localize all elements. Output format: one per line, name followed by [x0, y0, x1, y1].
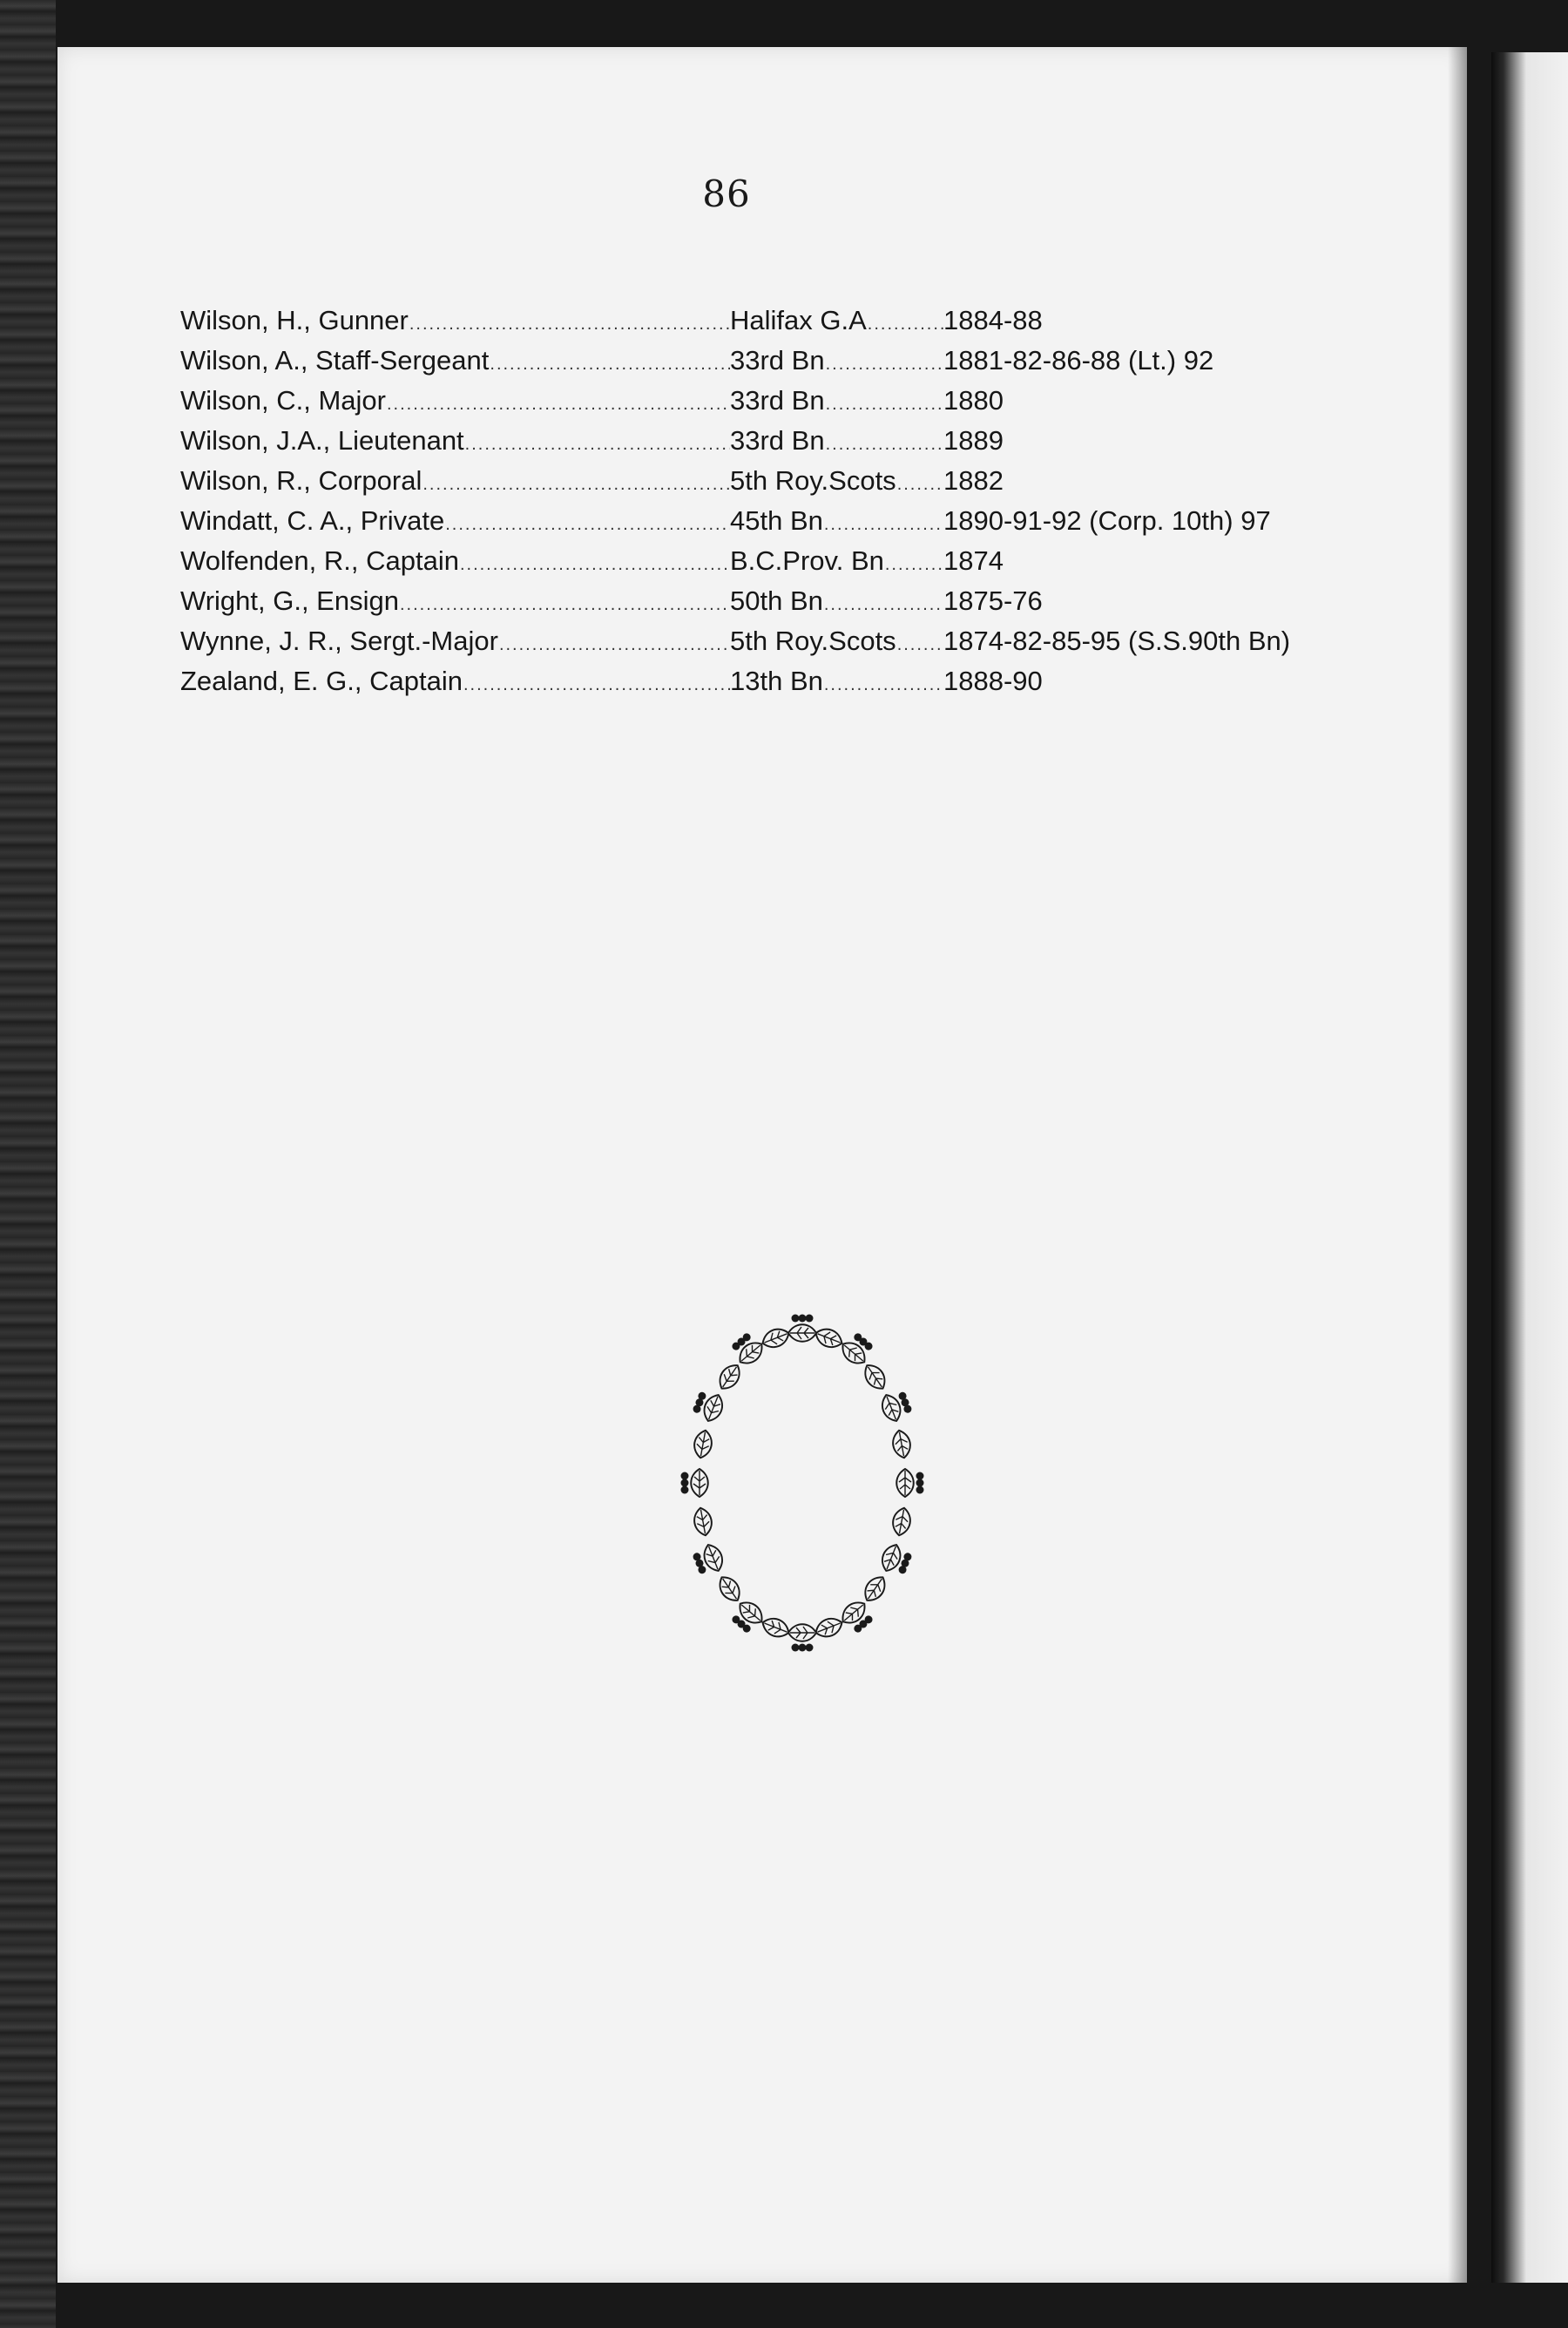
entry-corps	[730, 666, 943, 697]
wreath-leaf	[860, 1361, 889, 1393]
wreath-berry	[916, 1472, 924, 1480]
wreath-leaf	[837, 1597, 876, 1636]
entry-corps	[730, 425, 943, 457]
wreath-leaf	[788, 1624, 816, 1651]
roster-entry	[180, 666, 1417, 706]
wreath-leaf	[896, 1469, 923, 1497]
entry-name	[180, 666, 730, 697]
entry-name-text: Windatt, C. A., Private	[180, 505, 445, 536]
entry-years: 1890-91-92 (Corp. 10th) 97	[943, 505, 1271, 536]
entry-years: 1889	[943, 425, 1004, 456]
roster-entry	[180, 465, 1417, 505]
wreath-berry	[792, 1315, 800, 1323]
binding-edge	[0, 0, 56, 2328]
adjacent-page-edge	[1491, 52, 1568, 2283]
entry-years: 1874	[943, 545, 1004, 576]
wreath-leaf	[813, 1614, 845, 1641]
entry-name	[180, 465, 730, 497]
entry-name-text: Wilson, R., Corporal	[180, 465, 422, 496]
entry-corps-text: 5th Roy.Scots	[730, 626, 896, 656]
entry-corps	[730, 385, 943, 416]
roster-entry	[180, 626, 1417, 666]
entry-name	[180, 626, 730, 657]
entry-years: 1881-82-86-88 (Lt.) 92	[943, 345, 1214, 376]
entry-corps	[730, 585, 943, 617]
entry-corps	[730, 465, 943, 497]
entry-corps	[730, 305, 943, 336]
entry-name-text: Wilson, H., Gunner	[180, 305, 409, 335]
wreath-berry	[916, 1479, 924, 1487]
wreath-leaf	[728, 1330, 767, 1369]
wreath-leaf	[891, 1429, 913, 1459]
entry-name-text: Wilson, A., Staff-Sergeant	[180, 345, 490, 376]
wreath-leaf	[681, 1469, 708, 1497]
wreath-berry	[681, 1472, 689, 1480]
wreath-leaf	[693, 1429, 714, 1459]
entry-corps-text: 33rd Bn	[730, 385, 825, 416]
entry-name	[180, 305, 730, 336]
entry-corps	[730, 545, 943, 577]
wreath-leaf	[693, 1506, 714, 1537]
entry-years: 1874-82-85-95 (S.S.90th Bn)	[943, 626, 1291, 656]
entry-years: 1875-76	[943, 585, 1043, 616]
entry-name-text: Wilson, J.A., Lieutenant	[180, 425, 464, 456]
entry-name	[180, 385, 730, 416]
wreath-leaf	[788, 1315, 816, 1342]
wreath-berry	[681, 1486, 689, 1494]
entry-corps-text: Halifax G.A	[730, 305, 867, 335]
wreath-berry	[806, 1315, 814, 1323]
wreath-berry	[799, 1644, 807, 1652]
wreath-leaf	[760, 1614, 792, 1641]
entry-name-text: Wolfenden, R., Captain	[180, 545, 459, 576]
entry-years: 1884-88	[943, 305, 1043, 335]
wreath-berry	[792, 1644, 800, 1652]
wreath-leaf	[878, 1388, 914, 1424]
wreath-berry	[806, 1644, 814, 1652]
entry-corps	[730, 505, 943, 537]
wreath-leaf	[760, 1325, 792, 1351]
roster-entry	[180, 545, 1417, 585]
wreath-leaf	[715, 1361, 745, 1393]
entry-corps-text: 45th Bn	[730, 505, 823, 536]
wreath-leaf	[878, 1542, 914, 1578]
entry-name	[180, 585, 730, 617]
entry-corps	[730, 345, 943, 376]
entry-corps-text: 5th Roy.Scots	[730, 465, 896, 496]
roster-entry	[180, 505, 1417, 545]
floral-wreath-icon	[670, 1311, 936, 1655]
wreath-leaf	[860, 1573, 889, 1605]
roster-entry	[180, 425, 1417, 465]
entry-name-text: Wynne, J. R., Sergt.-Major	[180, 626, 498, 656]
roster-list	[180, 305, 1417, 706]
wreath-leaf	[891, 1506, 913, 1537]
roster-entry	[180, 385, 1417, 425]
entry-name-text: Wilson, C., Major	[180, 385, 386, 416]
wreath-leaf	[715, 1573, 745, 1605]
entry-years: 1882	[943, 465, 1004, 496]
entry-corps-text: B.C.Prov. Bn	[730, 545, 884, 576]
entry-corps-text: 33rd Bn	[730, 345, 825, 376]
wreath-berry	[916, 1486, 924, 1494]
wreath-berry	[799, 1315, 807, 1323]
entry-name-text: Wright, G., Ensign	[180, 585, 399, 616]
entry-years: 1888-90	[943, 666, 1043, 696]
entry-years: 1880	[943, 385, 1004, 416]
wreath-leaf	[837, 1330, 876, 1369]
wreath-leaf	[728, 1597, 767, 1636]
entry-name	[180, 425, 730, 457]
entry-name	[180, 505, 730, 537]
roster-entry	[180, 305, 1417, 345]
entry-corps-text: 33rd Bn	[730, 425, 825, 456]
entry-name-text: Zealand, E. G., Captain	[180, 666, 463, 696]
roster-entry	[180, 345, 1417, 385]
wreath-berry	[681, 1479, 689, 1487]
wreath-leaf	[813, 1325, 845, 1351]
entry-corps	[730, 626, 943, 657]
entry-name	[180, 345, 730, 376]
entry-corps-text: 50th Bn	[730, 585, 823, 616]
page-number: 86	[702, 173, 751, 215]
wreath-leaf	[691, 1542, 727, 1578]
gutter-shadow	[1448, 47, 1467, 2283]
wreath-leaf	[691, 1388, 727, 1424]
entry-name	[180, 545, 730, 577]
roster-entry	[180, 585, 1417, 626]
entry-corps-text: 13th Bn	[730, 666, 823, 696]
